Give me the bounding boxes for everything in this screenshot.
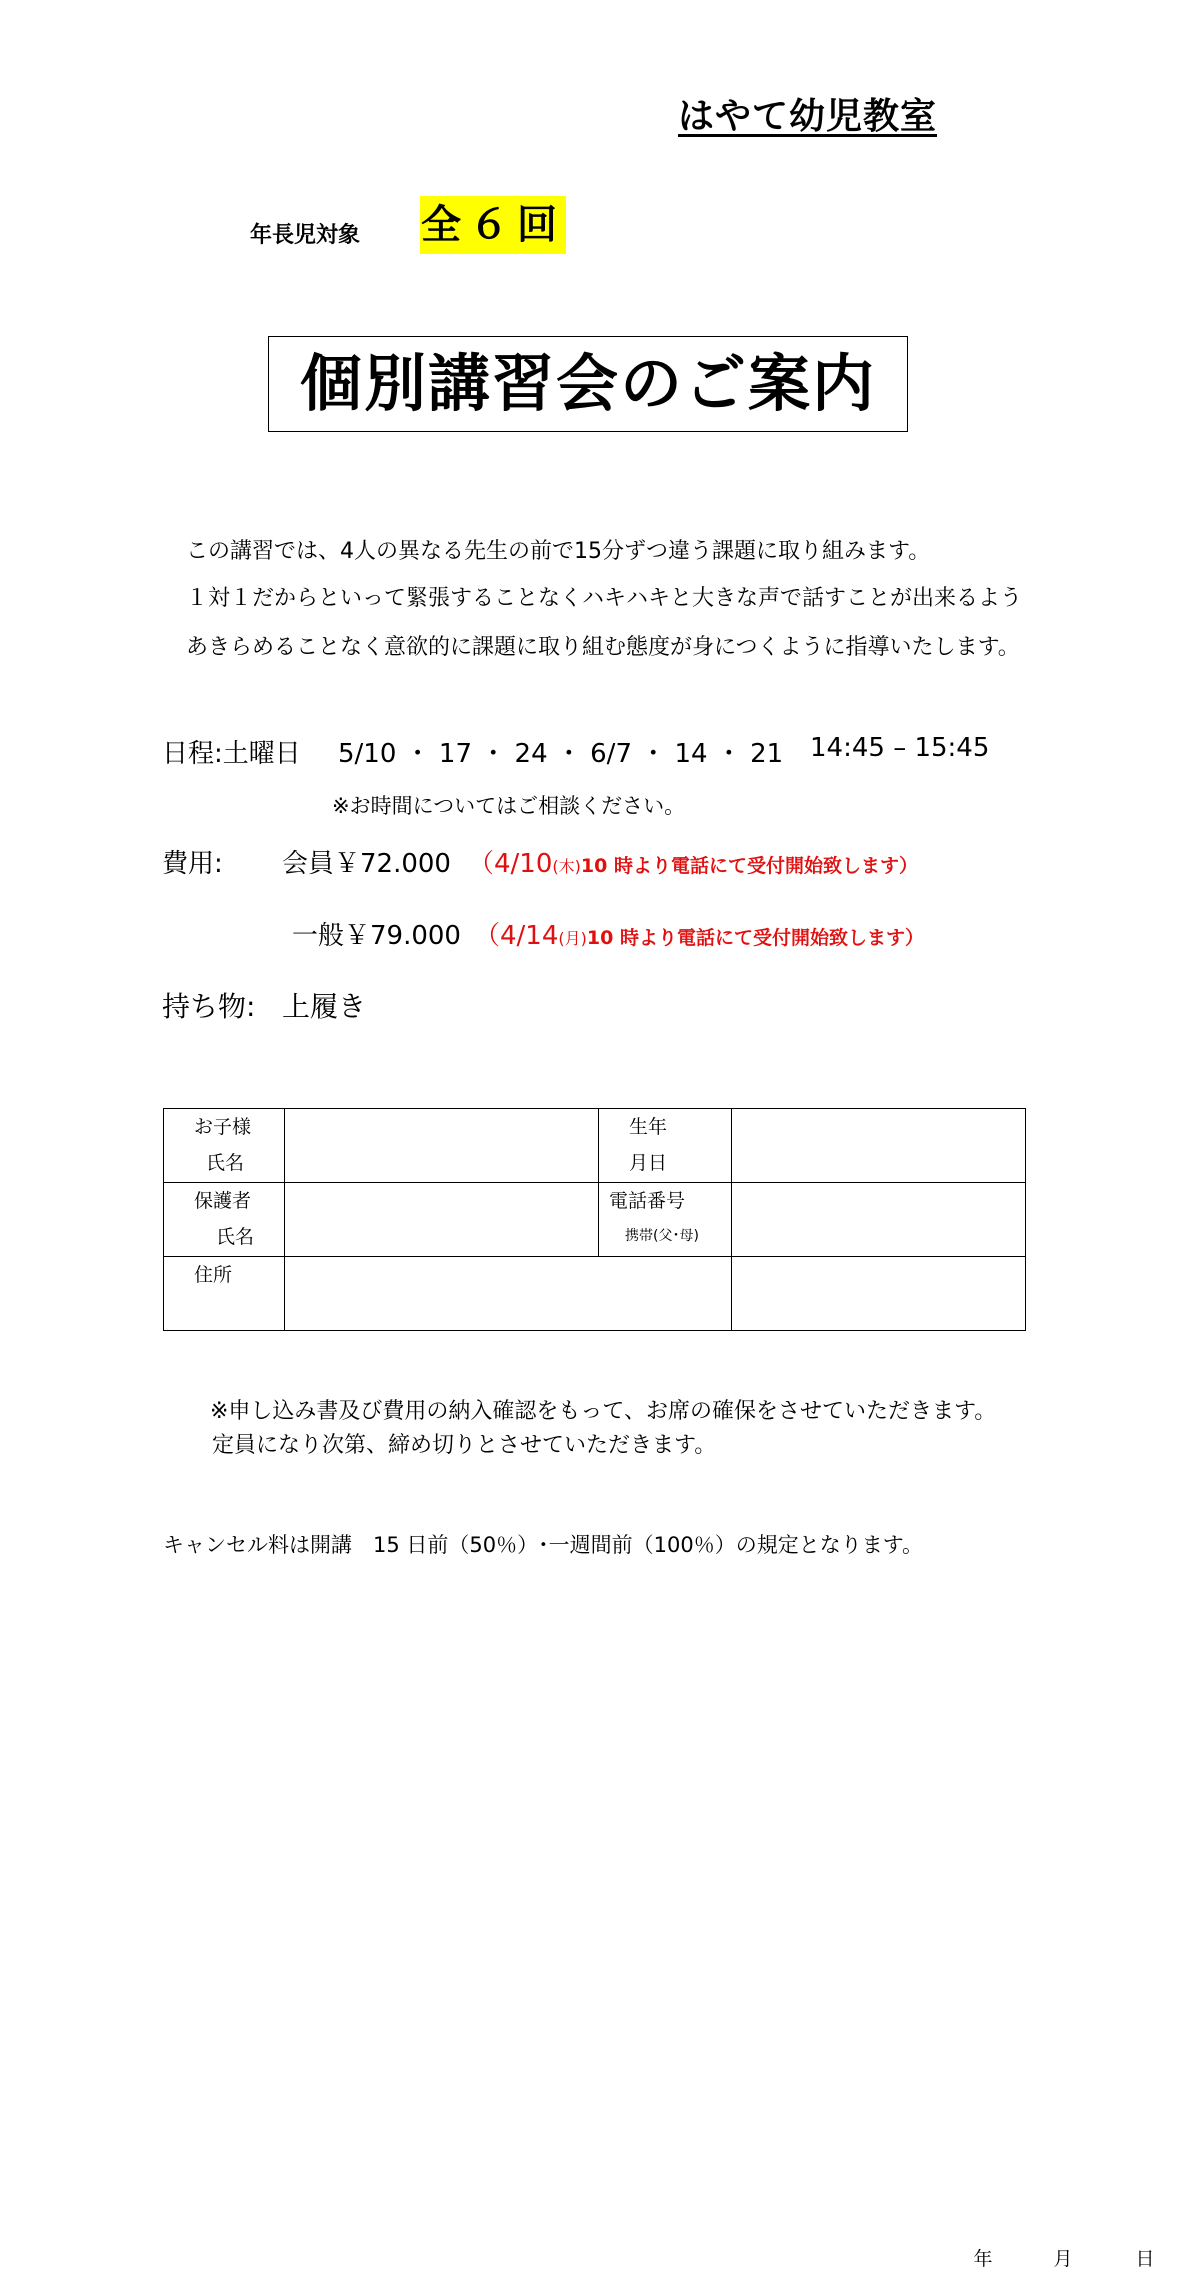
session-count-badge: 全６回 — [420, 196, 566, 254]
year-label: 年 — [973, 2247, 993, 2270]
belongings-item: 上履き — [282, 990, 367, 1023]
fee-general-price: 一般￥79.000 — [292, 921, 461, 951]
phone-field[interactable] — [732, 1183, 1026, 1257]
guardian-label-1: 保護者 — [194, 1190, 252, 1212]
fee-member-price: 会員￥72.000 — [282, 849, 451, 879]
member-open-day: (木) — [552, 857, 581, 876]
footer-note-1: ※申し込み書及び費用の納入確認をもって、お席の確保をさせていただきます。 — [210, 1399, 997, 1424]
page-title: 個別講習会のご案内 — [268, 336, 908, 432]
birth-label-2: 月日 — [629, 1152, 668, 1174]
school-name: はやて幼児教室 — [678, 96, 938, 137]
fee-label: 費用: — [162, 849, 223, 879]
address-label-cell — [164, 1257, 285, 1331]
birth-date-field[interactable] — [732, 1109, 1155, 2270]
phone-sub-label: 携帯(父･母) — [625, 1228, 699, 1244]
schedule-label: 日程:土曜日 — [162, 739, 301, 769]
day-label: 日 — [1135, 2247, 1155, 2270]
fee-general-registration — [474, 915, 924, 952]
guardian-label-2: 氏名 — [216, 1226, 255, 1248]
child-label-1: お子様 — [194, 1116, 252, 1138]
phone-label-cell — [599, 1183, 732, 1257]
schedule-time: 14:45 – 15:45 — [810, 733, 990, 763]
intro-line-2: １対１だからといって緊張することなくハキハキと大きな声で話すことが出来るよう — [186, 586, 1023, 611]
address-field-extra[interactable] — [732, 1257, 1026, 1331]
general-open-date: （4/14 — [474, 921, 559, 951]
footer-note-2: 定員になり次第、締め切りとさせていただきます。 — [212, 1433, 717, 1458]
member-open-date: （4/10 — [468, 849, 553, 879]
birth-date-label-cell — [599, 1109, 732, 1183]
address-field[interactable] — [285, 1257, 732, 1331]
intro-line-1: この講習では、4人の異なる先生の前で15分ずつ違う課題に取り組みます。 — [186, 539, 931, 564]
phone-label: 電話番号 — [609, 1190, 686, 1212]
schedule-note: ※お時間についてはご相談ください。 — [332, 794, 686, 818]
address-label: 住所 — [194, 1264, 233, 1286]
month-label: 月 — [1053, 2247, 1073, 2270]
target-audience: 年長児対象 — [250, 223, 361, 248]
child-name-label-cell — [164, 1109, 285, 1183]
intro-line-3: あきらめることなく意欲的に課題に取り組む態度が身につくように指導いたします。 — [186, 635, 1020, 660]
schedule-dates: 5/10 ・ 17 ・ 24 ・ 6/7 ・ 14 ・ 21 — [338, 739, 784, 769]
child-name-field[interactable] — [285, 1109, 599, 1183]
child-label-2: 氏名 — [206, 1152, 245, 1174]
cancellation-policy: キャンセル料は開講 15 日前（50％）･一週間前（100％）の規定となります。 — [163, 1533, 924, 1557]
general-open-day: (月) — [558, 929, 587, 948]
general-open-text: 10 時より電話にて受付開始致します） — [586, 927, 924, 949]
fee-member-registration — [468, 843, 918, 880]
belongings-label: 持ち物: — [162, 990, 256, 1023]
guardian-name-label-cell — [164, 1183, 285, 1257]
birth-label-1: 生年 — [629, 1116, 668, 1138]
guardian-name-field[interactable] — [285, 1183, 599, 1257]
member-open-text: 10 時より電話にて受付開始致します） — [580, 855, 918, 877]
